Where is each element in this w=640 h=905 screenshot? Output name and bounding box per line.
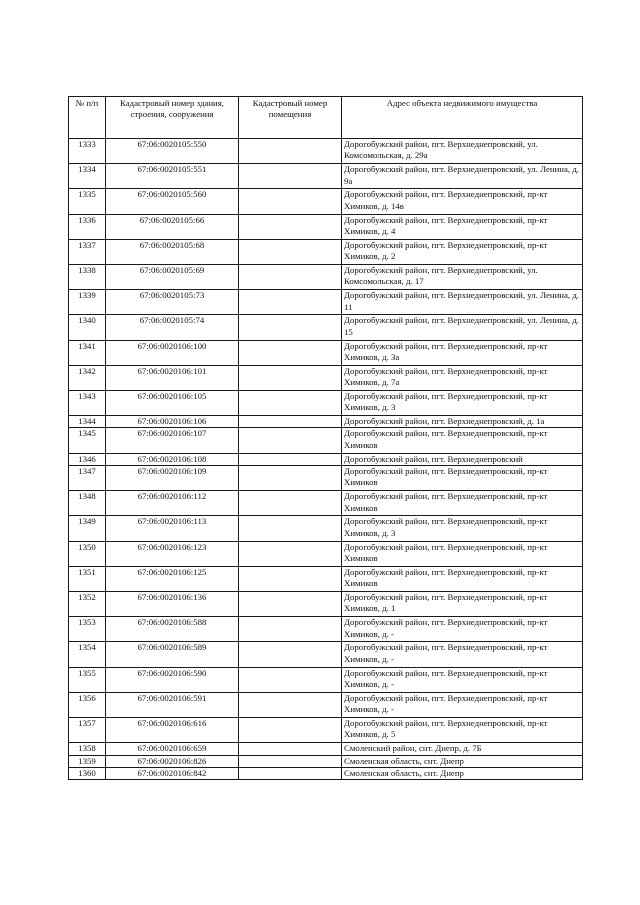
building-cadastral-number: 67:06:0020106:616: [106, 717, 239, 742]
row-number: 1357: [69, 717, 106, 742]
building-cadastral-number: 67:06:0020105:73: [106, 290, 239, 315]
property-address: Дорогобужский район, пгт. Верхнеднепровский, пр-кт Химиков, д. 5: [342, 717, 583, 742]
building-cadastral-number: 67:06:0020105:550: [106, 139, 239, 164]
header-number: № п/п: [69, 97, 106, 139]
table-row: [69, 592, 583, 617]
room-cadastral-number: [239, 566, 342, 591]
header-building-cadastral-number: Кадастровый номер здания, строения, сооружения: [106, 97, 239, 139]
row-number: 1351: [69, 566, 106, 591]
table-row: [69, 541, 583, 566]
room-cadastral-number: [239, 416, 342, 428]
room-cadastral-number: [239, 692, 342, 717]
building-cadastral-number: 67:06:0020106:588: [106, 617, 239, 642]
row-number: 1359: [69, 755, 106, 767]
room-cadastral-number: [239, 767, 342, 779]
property-address: Смоленский район, снт. Днепр, д. 7Б: [342, 743, 583, 755]
property-address: Дорогобужский район, пгт. Верхнеднепровский, пр-кт Химиков, д. -: [342, 617, 583, 642]
building-cadastral-number: 67:06:0020106:107: [106, 428, 239, 453]
row-number: 1348: [69, 491, 106, 516]
table-row: [69, 767, 583, 779]
building-cadastral-number: 67:06:0020105:69: [106, 264, 239, 289]
property-address: Дорогобужский район, пгт. Верхнеднепровский, пр-кт Химиков: [342, 541, 583, 566]
table-row: [69, 642, 583, 667]
room-cadastral-number: [239, 189, 342, 214]
row-number: 1343: [69, 390, 106, 415]
row-number: 1346: [69, 453, 106, 465]
table-row: [69, 340, 583, 365]
table-row: [69, 516, 583, 541]
row-number: 1335: [69, 189, 106, 214]
property-address: Дорогобужский район, пгт. Верхнеднепровский, ул. Комсомольская, д. 17: [342, 264, 583, 289]
room-cadastral-number: [239, 214, 342, 239]
building-cadastral-number: 67:06:0020106:123: [106, 541, 239, 566]
building-cadastral-number: 67:06:0020106:590: [106, 667, 239, 692]
table-row: [69, 315, 583, 340]
property-address: Дорогобужский район, пгт. Верхнеднепровский, пр-кт Химиков, д. 1: [342, 592, 583, 617]
room-cadastral-number: [239, 390, 342, 415]
property-address: Дорогобужский район, пгт. Верхнеднепровский, пр-кт Химиков: [342, 466, 583, 491]
table-row: [69, 164, 583, 189]
room-cadastral-number: [239, 516, 342, 541]
property-address: Дорогобужский район, пгт. Верхнеднепровский, пр-кт Химиков, д. -: [342, 642, 583, 667]
property-address: Дорогобужский район, пгт. Верхнеднепровский, ул. Комсомольская, д. 29а: [342, 139, 583, 164]
room-cadastral-number: [239, 264, 342, 289]
room-cadastral-number: [239, 592, 342, 617]
row-number: 1347: [69, 466, 106, 491]
table-row: [69, 239, 583, 264]
building-cadastral-number: 67:06:0020106:101: [106, 365, 239, 390]
table-row: [69, 290, 583, 315]
table-row: [69, 466, 583, 491]
row-number: 1333: [69, 139, 106, 164]
property-address: Дорогобужский район, пгт. Верхнеднепровский, пр-кт Химиков, д. 4: [342, 214, 583, 239]
table-row: [69, 667, 583, 692]
room-cadastral-number: [239, 541, 342, 566]
property-address: Дорогобужский район, пгт. Верхнеднепровский: [342, 453, 583, 465]
building-cadastral-number: 67:06:0020106:589: [106, 642, 239, 667]
property-address: Дорогобужский район, пгт. Верхнеднепровский, пр-кт Химиков, д. 3: [342, 516, 583, 541]
header-address: Адрес объекта недвижимого имущества: [342, 97, 583, 139]
room-cadastral-number: [239, 365, 342, 390]
property-address: Дорогобужский район, пгт. Верхнеднепровский, пр-кт Химиков: [342, 566, 583, 591]
table-row: [69, 453, 583, 465]
room-cadastral-number: [239, 164, 342, 189]
property-address: Дорогобужский район, пгт. Верхнеднепровский, пр-кт Химиков, д. 14в: [342, 189, 583, 214]
property-address: Смоленская область, снт. Днепр: [342, 767, 583, 779]
building-cadastral-number: 67:06:0020106:113: [106, 516, 239, 541]
building-cadastral-number: 67:06:0020106:105: [106, 390, 239, 415]
table-row: [69, 264, 583, 289]
row-number: 1342: [69, 365, 106, 390]
row-number: 1355: [69, 667, 106, 692]
table-header-row: [69, 97, 583, 139]
table-row: [69, 214, 583, 239]
building-cadastral-number: 67:06:0020106:109: [106, 466, 239, 491]
header-room-cadastral-number: Кадастровый номер помещения: [239, 97, 342, 139]
room-cadastral-number: [239, 428, 342, 453]
property-registry-table: [68, 96, 583, 780]
room-cadastral-number: [239, 239, 342, 264]
room-cadastral-number: [239, 139, 342, 164]
building-cadastral-number: 67:06:0020105:560: [106, 189, 239, 214]
row-number: 1334: [69, 164, 106, 189]
table-row: [69, 416, 583, 428]
property-address: Смоленская область, снт. Днепр: [342, 755, 583, 767]
room-cadastral-number: [239, 466, 342, 491]
property-address: Дорогобужский район, пгт. Верхнеднепровский, ул. Ленина, д. 15: [342, 315, 583, 340]
room-cadastral-number: [239, 453, 342, 465]
room-cadastral-number: [239, 755, 342, 767]
table-row: [69, 717, 583, 742]
table-row: [69, 491, 583, 516]
table-row: [69, 428, 583, 453]
property-address: Дорогобужский район, пгт. Верхнеднепровский, д. 1а: [342, 416, 583, 428]
room-cadastral-number: [239, 667, 342, 692]
row-number: 1349: [69, 516, 106, 541]
building-cadastral-number: 67:06:0020105:74: [106, 315, 239, 340]
row-number: 1358: [69, 743, 106, 755]
property-address: Дорогобужский район, пгт. Верхнеднепровский, пр-кт Химиков, д. 7а: [342, 365, 583, 390]
row-number: 1338: [69, 264, 106, 289]
row-number: 1352: [69, 592, 106, 617]
building-cadastral-number: 67:06:0020106:591: [106, 692, 239, 717]
room-cadastral-number: [239, 642, 342, 667]
property-address: Дорогобужский район, пгт. Верхнеднепровский, пр-кт Химиков, д. 3: [342, 390, 583, 415]
room-cadastral-number: [239, 315, 342, 340]
row-number: 1353: [69, 617, 106, 642]
row-number: 1339: [69, 290, 106, 315]
property-address: Дорогобужский район, пгт. Верхнеднепровский, ул. Ленина, д. 9а: [342, 164, 583, 189]
room-cadastral-number: [239, 491, 342, 516]
table-body: [69, 139, 583, 780]
building-cadastral-number: 67:06:0020106:842: [106, 767, 239, 779]
row-number: 1356: [69, 692, 106, 717]
building-cadastral-number: 67:06:0020106:106: [106, 416, 239, 428]
row-number: 1360: [69, 767, 106, 779]
property-address: Дорогобужский район, пгт. Верхнеднепровский, пр-кт Химиков, д. 3а: [342, 340, 583, 365]
building-cadastral-number: 67:06:0020106:826: [106, 755, 239, 767]
property-address: Дорогобужский район, пгт. Верхнеднепровский, ул. Ленина, д. 11: [342, 290, 583, 315]
table-row: [69, 692, 583, 717]
building-cadastral-number: 67:06:0020106:136: [106, 592, 239, 617]
building-cadastral-number: 67:06:0020105:66: [106, 214, 239, 239]
property-address: Дорогобужский район, пгт. Верхнеднепровский, пр-кт Химиков: [342, 428, 583, 453]
table-row: [69, 755, 583, 767]
building-cadastral-number: 67:06:0020105:551: [106, 164, 239, 189]
table-row: [69, 390, 583, 415]
table-row: [69, 189, 583, 214]
property-address: Дорогобужский район, пгт. Верхнеднепровский, пр-кт Химиков, д. -: [342, 692, 583, 717]
building-cadastral-number: 67:06:0020105:68: [106, 239, 239, 264]
table-row: [69, 743, 583, 755]
building-cadastral-number: 67:06:0020106:108: [106, 453, 239, 465]
table-row: [69, 139, 583, 164]
room-cadastral-number: [239, 617, 342, 642]
row-number: 1341: [69, 340, 106, 365]
table-row: [69, 365, 583, 390]
building-cadastral-number: 67:06:0020106:112: [106, 491, 239, 516]
room-cadastral-number: [239, 340, 342, 365]
row-number: 1340: [69, 315, 106, 340]
row-number: 1345: [69, 428, 106, 453]
row-number: 1337: [69, 239, 106, 264]
row-number: 1344: [69, 416, 106, 428]
row-number: 1350: [69, 541, 106, 566]
property-address: Дорогобужский район, пгт. Верхнеднепровский, пр-кт Химиков, д. 2: [342, 239, 583, 264]
property-address: Дорогобужский район, пгт. Верхнеднепровский, пр-кт Химиков: [342, 491, 583, 516]
building-cadastral-number: 67:06:0020106:659: [106, 743, 239, 755]
row-number: 1354: [69, 642, 106, 667]
property-address: Дорогобужский район, пгт. Верхнеднепровский, пр-кт Химиков, д. -: [342, 667, 583, 692]
building-cadastral-number: 67:06:0020106:125: [106, 566, 239, 591]
room-cadastral-number: [239, 717, 342, 742]
building-cadastral-number: 67:06:0020106:100: [106, 340, 239, 365]
room-cadastral-number: [239, 743, 342, 755]
table-row: [69, 566, 583, 591]
row-number: 1336: [69, 214, 106, 239]
room-cadastral-number: [239, 290, 342, 315]
table-row: [69, 617, 583, 642]
